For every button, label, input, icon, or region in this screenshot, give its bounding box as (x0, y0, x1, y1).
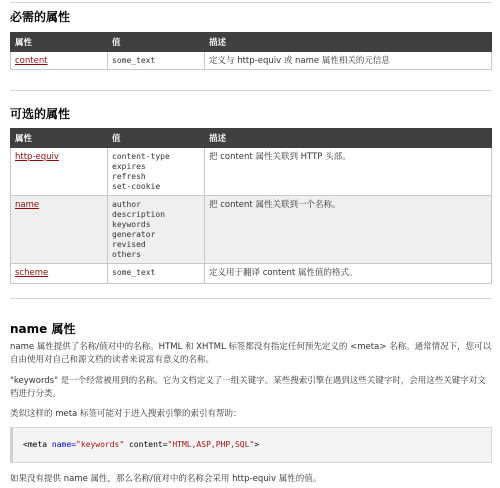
attr-value: keywords (112, 220, 151, 229)
top-divider (10, 2, 492, 3)
code-content-value: "HTML,ASP,PHP,SQL" (167, 440, 255, 449)
table-header-row (11, 129, 492, 148)
attr-value: generator (112, 230, 156, 239)
attr-link-name[interactable]: name (15, 200, 40, 210)
attr-value: some_text (112, 268, 156, 277)
table-row (11, 264, 492, 284)
column-header-value: 值 (108, 33, 205, 52)
column-header-attr: 属性 (11, 129, 108, 148)
attr-description: 把 content 属性关联到一个名称。 (205, 196, 492, 264)
code-line (23, 440, 259, 449)
attr-description: 把 content 属性关联到 HTTP 头部。 (205, 148, 492, 196)
paragraph-name-fallback: 如果没有提供 name 属性，那么名称/值对中的名称会采用 http-equiv 属性的值。 (10, 474, 322, 484)
paragraph-meta-example-intro: 类似这样的 meta 标签可能对于进入搜索引擎的索引有帮助： (10, 409, 242, 419)
attr-value: author (112, 200, 141, 209)
attr-description: 定义与 http-equiv 或 name 属性相关的元信息 (205, 52, 492, 70)
optional-attributes-table (10, 128, 492, 284)
optional-attributes-heading: 可选的属性 (10, 107, 71, 121)
attr-value: description (112, 210, 165, 219)
table-row (11, 52, 492, 70)
code-example-box (10, 427, 492, 463)
paragraph-name-intro: name 属性提供了名称/值对中的名称。HTML 和 XHTML 标签都没有指定任何预先定义的 <meta> 名称。通常情况下，您可以自由使用对自己和源文档的读者来说富有意义的名称。 (10, 342, 492, 365)
attr-link-http-equiv[interactable]: http-equiv (15, 152, 59, 162)
code-attr-content: content= (124, 440, 168, 449)
attr-value: refresh (112, 172, 146, 181)
attr-value: set-cookie (112, 182, 161, 191)
table-row (11, 196, 492, 264)
attr-value: content-type (112, 152, 170, 161)
table-row (11, 148, 492, 196)
code-attr-value: "keywords" (76, 440, 125, 449)
attr-link-scheme[interactable]: scheme (15, 268, 49, 278)
paragraph-keywords: "keywords" 是一个经常被用到的名称。它为文档定义了一组关键字。某些搜索引擎在遇到这些关键字时，会用这些关键字对文档进行分类。 (10, 376, 486, 399)
section-divider (10, 90, 492, 91)
attr-value: revised (112, 240, 146, 249)
attr-value: expires (112, 162, 146, 171)
column-header-desc: 描述 (205, 129, 492, 148)
required-attributes-heading: 必需的属性 (10, 10, 71, 24)
table-header-row (11, 33, 492, 52)
section-divider (10, 298, 492, 299)
required-attributes-table (10, 32, 492, 70)
column-header-value: 值 (108, 129, 205, 148)
attr-link-content[interactable]: content (15, 56, 48, 66)
column-header-desc: 描述 (205, 33, 492, 52)
code-attr-name: name= (51, 440, 76, 449)
attr-description: 定义用于翻译 content 属性值的格式。 (205, 264, 492, 284)
attr-value: others (112, 250, 141, 259)
code-tag-close: > (254, 440, 260, 449)
column-header-attr: 属性 (11, 33, 108, 52)
attr-value: some_text (112, 56, 156, 65)
code-tag-open: <meta (23, 440, 52, 449)
name-attribute-heading: name 属性 (10, 322, 76, 336)
